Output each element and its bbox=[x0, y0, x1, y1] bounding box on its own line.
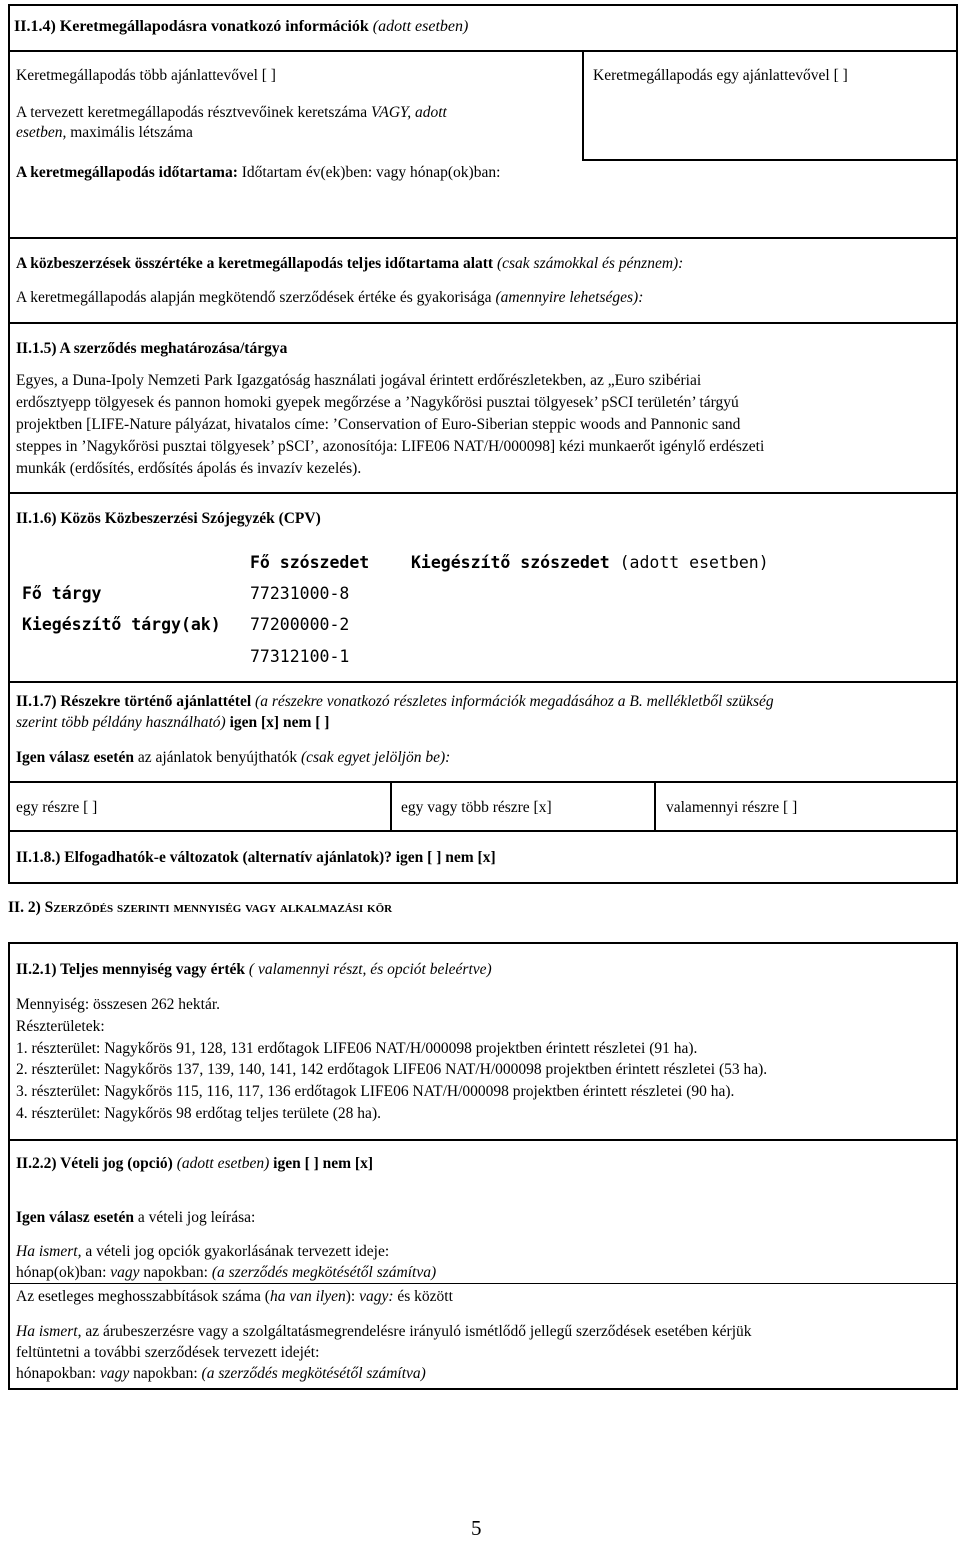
text-line: 2. részterület: Nagykőrös 137, 139, 140, 141, 142 erdőtagok LIFE06 NAT/H/000098 projektben érintett részletei (53 ha). bbox=[16, 1061, 768, 1079]
subject-description bbox=[16, 372, 951, 482]
participants-label: A tervezett keretmegállapodás résztvevőinek keretszáma VAGY, adott bbox=[16, 104, 447, 121]
text-line: Mennyiség: összesen 262 hektár. bbox=[16, 996, 221, 1013]
total-value-label: A közbeszerzések összértéke a keretmegállapodás teljes időtartama alatt (csak számokkal és pénznem): bbox=[16, 255, 684, 272]
section-title: II.1.4) Keretmegállapodásra vonatkozó információk (adott esetben) bbox=[14, 18, 469, 35]
extensions-label: Az esetleges meghosszabbítások száma (ha van ilyen): vagy: és között bbox=[16, 1288, 453, 1305]
framework-single-option: Keretmegállapodás egy ajánlattevővel [ ] bbox=[593, 67, 848, 84]
cpv-row-main-label: Fő tárgy bbox=[22, 584, 102, 603]
text-line: 4. részterület: Nagykőrös 98 erdőtag teljes területe (28 ha). bbox=[16, 1104, 381, 1122]
lots-option-all: valamennyi részre [ ] bbox=[666, 799, 798, 816]
divider bbox=[8, 1283, 958, 1284]
option-title: II.2.2) Vételi jog (opció) (adott esetben) igen [ ] nem [x] bbox=[16, 1155, 374, 1172]
divider bbox=[8, 237, 958, 239]
option-timing-label: Ha ismert, a vételi jog opciók gyakorlásának tervezett ideje: bbox=[16, 1243, 390, 1260]
quantity-details bbox=[16, 996, 951, 1127]
text-line: munkák (erdősítés, erdősítés ápolás és invazív kezelés). bbox=[16, 460, 362, 477]
text-line: erdősztyepp tölgyesek és pannon homoki gyepek megőrzése a ’Nagykőrösi pusztai tölgyesek’ pSCI területén’ tárgyú bbox=[16, 394, 739, 411]
recurring-label-cont: feltüntetni a további szerződések tervezett idejét: bbox=[16, 1344, 320, 1361]
divider bbox=[390, 781, 392, 831]
variants-question: II.1.8.) Elfogadhatók-e változatok (alternatív ajánlatok)? igen [ ] nem [x] bbox=[16, 849, 496, 866]
cpv-code: 77312100-1 bbox=[250, 647, 350, 666]
divider bbox=[8, 322, 958, 324]
text-line: projektben [LIFE-Nature pályázat, hivatalos címe: ’Conservation of Euro-Siberian steppic woods and Pannonic sand bbox=[16, 416, 741, 433]
recurring-label: Ha ismert, az árubeszerzésre vagy a szolgáltatásmegrendelésre irányuló ismétlődő jellegű szerződések esetében kérjük bbox=[16, 1323, 752, 1340]
cpv-main-header: Fő szószedet bbox=[250, 553, 370, 572]
cpv-code: 77231000-8 bbox=[250, 584, 350, 603]
lots-option-many: egy vagy több részre [x] bbox=[401, 799, 552, 816]
cpv-row-supp-label: Kiegészítő tárgy(ak) bbox=[22, 615, 221, 634]
total-quantity-title: II.2.1) Teljes mennyiség vagy érték ( valamennyi részt, és opciót beleértve) bbox=[16, 961, 492, 978]
option-timing-units: hónap(ok)ban: vagy napokban: (a szerződés megkötésétől számítva) bbox=[16, 1264, 437, 1281]
framework-multi-option: Keretmegállapodás több ajánlattevővel [ ] bbox=[16, 67, 276, 84]
text-line: Egyes, a Duna-Ipoly Nemzeti Park Igazgatóság használati jogával érintett erdőrészletekben, az „Euro szibériai bbox=[16, 372, 702, 389]
divider bbox=[8, 781, 958, 783]
section-heading: II. 2) Szerződés szerinti mennyiség vagy alkalmazási kör bbox=[8, 899, 393, 916]
page-number: 5 bbox=[471, 1516, 482, 1540]
subject-title: II.1.5) A szerződés meghatározása/tárgya bbox=[16, 340, 288, 357]
participants-label-cont: esetben, maximális létszáma bbox=[16, 124, 193, 141]
recurring-units: hónapokban: vagy napokban: (a szerződés megkötésétől számítva) bbox=[16, 1365, 426, 1382]
divider bbox=[8, 830, 958, 832]
cpv-code: 77200000-2 bbox=[250, 615, 350, 634]
text-line: 1. részterület: Nagykőrös 91, 128, 131 erdőtagok LIFE06 NAT/H/000098 projektben érintett részletei (91 ha). bbox=[16, 1039, 698, 1057]
text-line: 3. részterület: Nagykőrös 115, 116, 117, 136 erdőtagok LIFE06 NAT/H/000098 projektben érintett részletei (90 ha). bbox=[16, 1083, 735, 1101]
lots-title-cont: szerint több példány használható) igen [x] nem [ ] bbox=[16, 714, 330, 731]
duration-label: A keretmegállapodás időtartama: Időtartam év(ek)ben: vagy hónap(ok)ban: bbox=[16, 164, 501, 181]
option-description-label: Igen válasz esetén a vételi jog leírása: bbox=[16, 1209, 256, 1226]
cpv-supp-header: Kiegészítő szószedet (adott esetben) bbox=[411, 553, 769, 572]
divider bbox=[582, 159, 958, 161]
cpv-title: II.1.6) Közös Közbeszerzési Szójegyzék (CPV) bbox=[16, 510, 321, 527]
text-line: steppes in ’Nagykőrösi pusztai tölgyesek’ pSCI’, azonosítója: LIFE06 NAT/H/000098] kézi munkaerőt igénylő erdészeti bbox=[16, 438, 765, 455]
divider bbox=[8, 681, 958, 683]
lots-answer-label: Igen válasz esetén az ajánlatok benyújthatók (csak egyet jelöljön be): bbox=[16, 749, 451, 766]
divider bbox=[8, 1139, 958, 1141]
contracts-value-label: A keretmegállapodás alapján megkötendő szerződések értéke és gyakorisága (amennyire lehetséges): bbox=[16, 289, 644, 306]
lots-option-one: egy részre [ ] bbox=[16, 799, 98, 816]
divider bbox=[654, 781, 656, 831]
divider bbox=[8, 50, 958, 52]
divider bbox=[8, 492, 958, 494]
lots-title: II.1.7) Részekre történő ajánlattétel (a részekre vonatkozó részletes információk megadásához a B. mellékletből szükség bbox=[16, 693, 774, 710]
divider bbox=[582, 50, 584, 160]
text-line: Részterületek: bbox=[16, 1017, 105, 1035]
